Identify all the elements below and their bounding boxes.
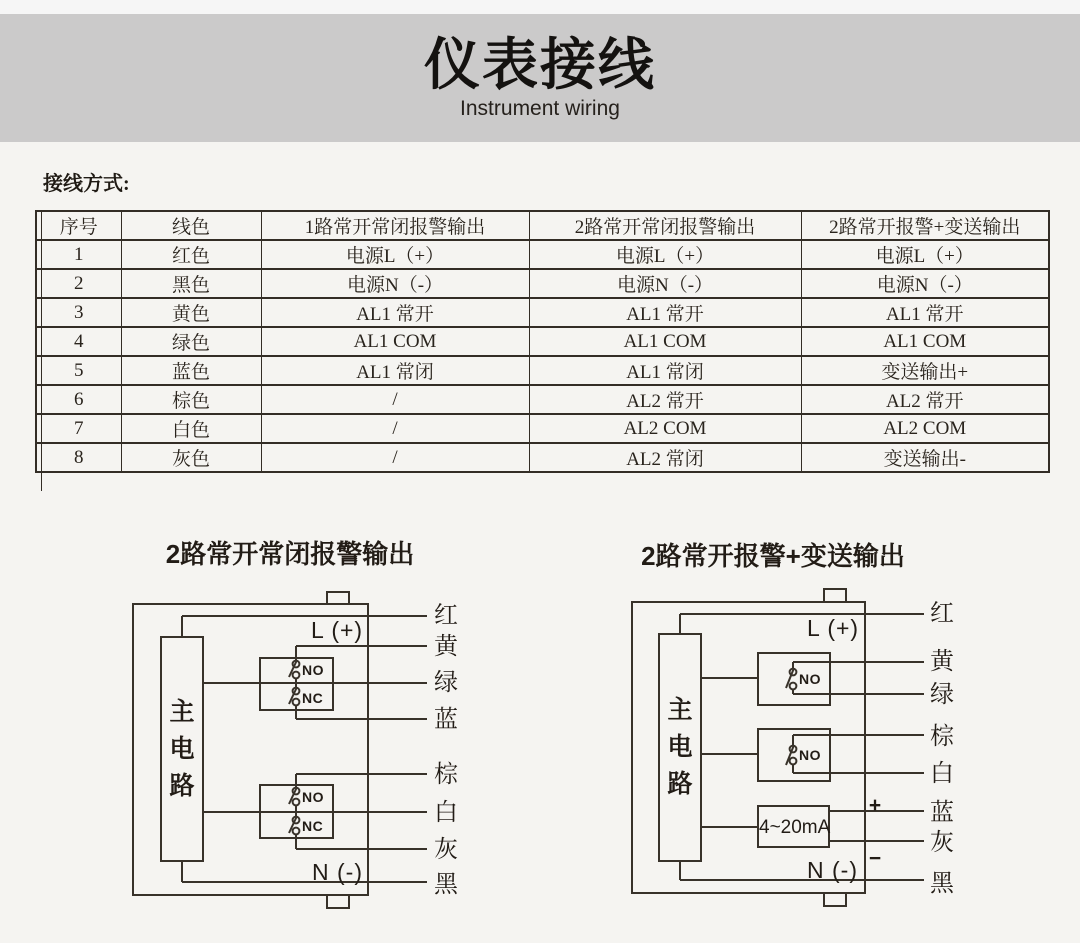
wire-label-gray: 灰	[434, 836, 458, 863]
table-cell: 白色	[121, 414, 261, 443]
transmitter-label: 4~20mA	[759, 817, 831, 838]
wire-label-black: 黑	[434, 871, 458, 898]
table-cell: 3	[36, 298, 121, 327]
wire-label-brown: 棕	[434, 761, 458, 788]
wire-label-green: 绿	[930, 681, 954, 708]
main-circuit-box	[160, 636, 204, 862]
table-cell: AL2 常开	[529, 385, 801, 414]
wire-label-red: 红	[434, 602, 458, 629]
table-cell: 电源L（+）	[261, 240, 529, 269]
section-label: 接线方式:	[43, 173, 130, 195]
column-header-wire-color: 线色	[121, 211, 261, 240]
main-circuit-label: 主电路	[169, 697, 195, 800]
table-cell: 绿色	[121, 327, 261, 356]
table-cell: AL1 常开	[801, 298, 1049, 327]
table-cell: 电源N（-）	[261, 269, 529, 298]
wire-label-red: 红	[930, 600, 954, 627]
table-cell: 棕色	[121, 385, 261, 414]
diagram-right-title: 2路常开报警+变送输出	[641, 541, 905, 571]
table-cell: AL1 COM	[261, 327, 529, 356]
wire-label-yellow: 黄	[930, 648, 954, 675]
page-subtitle: Instrument wiring	[460, 97, 620, 120]
n-minus-label: N (-)	[312, 859, 363, 885]
wire-label-green: 绿	[434, 669, 458, 696]
table-cell: 电源N（-）	[801, 269, 1049, 298]
minus-sign: −	[868, 847, 882, 870]
relay1-no-label: NO	[799, 671, 821, 687]
plus-sign: +	[868, 794, 882, 817]
main-circuit-label: 主电路	[667, 696, 693, 798]
table-cell: 1	[36, 240, 121, 269]
table-cell: AL1 COM	[801, 327, 1049, 356]
table-cell: 7	[36, 414, 121, 443]
wire-label-blue: 蓝	[434, 706, 458, 733]
column-header-index: 序号	[36, 211, 121, 240]
wire-label-gray: 灰	[930, 829, 954, 856]
relay1-nc-label: NC	[302, 690, 324, 706]
table-cell: 电源L（+）	[801, 240, 1049, 269]
table-cell: 蓝色	[121, 356, 261, 385]
column-header-output2: 2路常开常闭报警输出	[529, 211, 801, 240]
bottom-tab	[824, 893, 846, 906]
table-cell: /	[261, 385, 529, 414]
table-cell: 黑色	[121, 269, 261, 298]
column-header-output3: 2路常开报警+变送输出	[801, 211, 1049, 240]
n-minus-label: N (-)	[807, 857, 858, 883]
table-cell: 5	[36, 356, 121, 385]
wire-label-yellow: 黄	[434, 633, 458, 660]
wire-label-white: 白	[434, 799, 458, 826]
table-cell: 6	[36, 385, 121, 414]
wire-label-black: 黑	[930, 870, 954, 897]
main-circuit-box	[658, 633, 702, 862]
page-title: 仪表接线	[424, 33, 656, 96]
table-cell: AL2 常开	[801, 385, 1049, 414]
table-cell: 变送输出+	[801, 356, 1049, 385]
table-cell: 2	[36, 269, 121, 298]
l-plus-label: L (+)	[311, 617, 364, 643]
top-tab	[327, 592, 349, 604]
table-cell: 黄色	[121, 298, 261, 327]
table-cell: AL1 COM	[529, 327, 801, 356]
table-cell: AL2 常闭	[529, 443, 801, 472]
table-cell: 4	[36, 327, 121, 356]
wire-label-blue: 蓝	[930, 799, 954, 826]
wire-label-brown: 棕	[930, 723, 954, 750]
table-cell: 电源N（-）	[529, 269, 801, 298]
table-cell: 变送输出-	[801, 443, 1049, 472]
l-plus-label: L (+)	[807, 615, 860, 641]
relay2-nc-label: NC	[302, 818, 324, 834]
table-cell: 电源L（+）	[529, 240, 801, 269]
table-cell: /	[261, 414, 529, 443]
table-cell: 8	[36, 443, 121, 472]
table-cell: AL2 COM	[529, 414, 801, 443]
bottom-tab	[327, 895, 349, 908]
table-cell: /	[261, 443, 529, 472]
relay2-no-label: NO	[302, 789, 324, 805]
relay1-no-label: NO	[302, 662, 324, 678]
wire-label-white: 白	[930, 760, 954, 787]
column-header-output1: 1路常开常闭报警输出	[261, 211, 529, 240]
table-cell: AL1 常开	[261, 298, 529, 327]
table-cell: AL1 常闭	[261, 356, 529, 385]
table-cell: AL2 COM	[801, 414, 1049, 443]
table-cell: 红色	[121, 240, 261, 269]
relay2-no-label: NO	[799, 747, 821, 763]
table-cell: 灰色	[121, 443, 261, 472]
table-cell: AL1 常开	[529, 298, 801, 327]
table-cell: AL1 常闭	[529, 356, 801, 385]
top-tab	[824, 589, 846, 602]
diagram-left-title: 2路常开常闭报警输出	[165, 539, 415, 569]
